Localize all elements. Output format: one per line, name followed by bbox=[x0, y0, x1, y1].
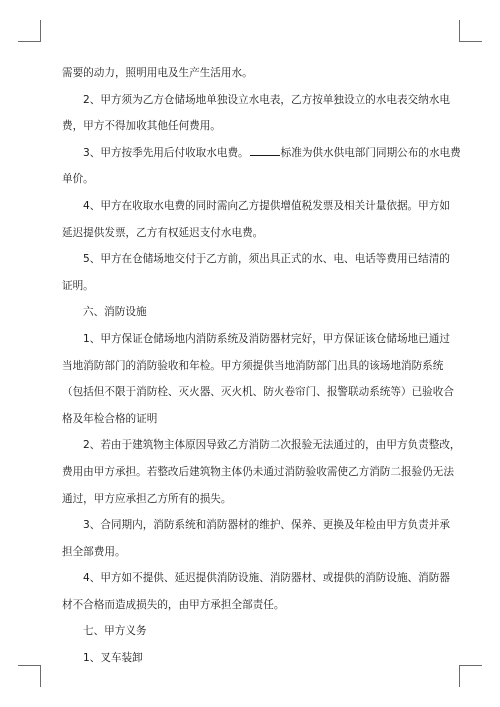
crop-mark-bottom-left-horizontal bbox=[18, 665, 41, 666]
text-line: 单价。 bbox=[62, 173, 94, 186]
text-line: 证明。 bbox=[62, 279, 94, 292]
text-line: 费用由甲方承担。若整改后建筑物主体仍未通过消防验收需使乙方消防二报验仍无法 bbox=[62, 465, 454, 478]
text-line: 5、甲方在仓储场地交付于乙方前，须出具正式的水、电、电话等费用已结清的 bbox=[83, 253, 450, 266]
section-heading: 七、甲方义务 bbox=[83, 625, 147, 638]
crop-mark-top-left-vertical bbox=[40, 20, 41, 42]
crop-mark-bottom-right-horizontal bbox=[459, 665, 482, 666]
text-line: 通过，甲方应承担乙方所有的损失。 bbox=[62, 492, 232, 505]
text-line: 延迟提供发票，乙方有权延迟支付水电费。 bbox=[62, 226, 264, 239]
text-segment: 标准为供水供电部门同期公布的水电费 bbox=[280, 146, 461, 159]
crop-mark-top-right-horizontal bbox=[459, 41, 482, 42]
fill-in-blank bbox=[250, 145, 280, 156]
text-line: 2、若由于建筑物主体原因导致乙方消防二次报验无法通过的，由甲方负责整改， bbox=[83, 439, 461, 452]
section-heading: 六、消防设施 bbox=[83, 306, 147, 319]
text-line: 2、甲方须为乙方仓储场地单独设立水电表，乙方按单独设立的水电表交纳水电 bbox=[83, 93, 450, 106]
text-line: 当地消防部门的消防验收和年检。甲方须提供当地消防部门出具的该场地消防系统 bbox=[62, 359, 444, 372]
text-line: 材不合格而造成损失的，由甲方承担全部责任。 bbox=[62, 598, 285, 611]
text-line: （包括但不限于消防栓、灭火器、灭火机、防火卷帘门、报警联动系统等）已验收合 bbox=[62, 386, 454, 399]
text-line: 格及年检合格的证明 bbox=[62, 412, 158, 425]
text-line: 4、甲方在收取水电费的同时需向乙方提供增值税发票及相关计量依据。甲方如 bbox=[83, 199, 450, 212]
crop-mark-top-left-horizontal bbox=[18, 41, 41, 42]
text-line: 1、叉车装卸 bbox=[83, 652, 143, 665]
text-line: 3、合同期内，消防系统和消防器材的维护、保养、更换及年检由甲方负责并承 bbox=[83, 519, 450, 532]
crop-mark-top-right-vertical bbox=[459, 20, 460, 42]
text-segment: 3、甲方按季先用后付收取水电费。 bbox=[83, 146, 249, 159]
text-line: 需要的动力，照明用电及生产生活用水。 bbox=[62, 67, 253, 79]
crop-mark-bottom-right-vertical bbox=[459, 665, 460, 687]
text-line: 担全部费用。 bbox=[62, 545, 126, 558]
crop-mark-bottom-left-vertical bbox=[40, 665, 41, 687]
text-line: 4、甲方如不提供、延迟提供消防设施、消防器材、或提供的消防设施、消防器 bbox=[83, 572, 450, 585]
text-line-with-blank bbox=[62, 140, 461, 167]
document-body bbox=[62, 60, 461, 672]
text-line: 费，甲方不得加收其他任何费用。 bbox=[62, 120, 221, 133]
text-line: 1、甲方保证仓储场地内消防系统及消防器材完好，甲方保证该仓储场地已通过 bbox=[83, 332, 450, 345]
